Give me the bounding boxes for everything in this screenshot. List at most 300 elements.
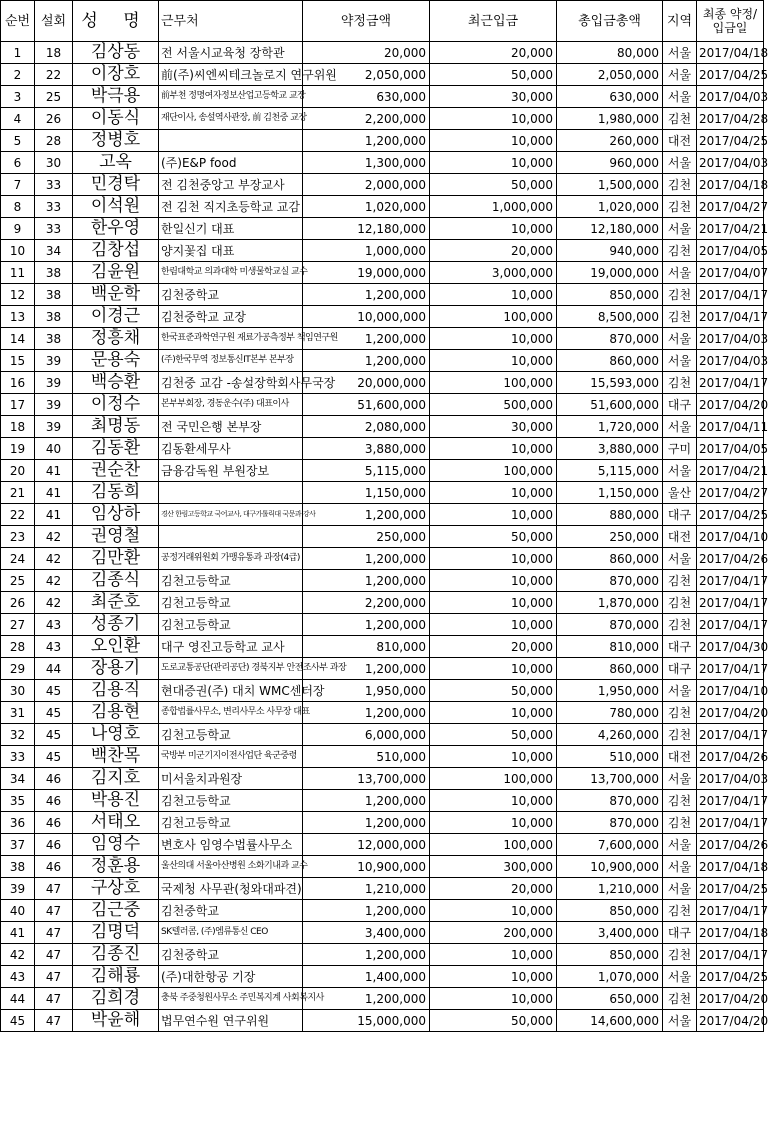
- cell-pledge: 2,200,000: [303, 108, 430, 130]
- cell-recent: 10,000: [430, 702, 557, 724]
- cell-pledge: 1,020,000: [303, 196, 430, 218]
- cell-pledge: 1,200,000: [303, 284, 430, 306]
- cell-region: 대전: [663, 130, 697, 152]
- cell-no: 23: [1, 526, 35, 548]
- cell-pledge: 1,200,000: [303, 812, 430, 834]
- cell-pledge: 1,200,000: [303, 504, 430, 526]
- cell-recent: 50,000: [430, 64, 557, 86]
- cell-total: 940,000: [557, 240, 663, 262]
- cell-no: 36: [1, 812, 35, 834]
- cell-pledge: 1,200,000: [303, 658, 430, 680]
- cell-no: 35: [1, 790, 35, 812]
- cell-no: 4: [1, 108, 35, 130]
- cell-region: 김천: [663, 592, 697, 614]
- cell-sul: 43: [35, 636, 73, 658]
- cell-recent: 10,000: [430, 152, 557, 174]
- table-row: [1, 944, 764, 966]
- cell-pledge: 1,200,000: [303, 944, 430, 966]
- cell-total: 870,000: [557, 812, 663, 834]
- cell-region: 서울: [663, 218, 697, 240]
- cell-pledge: 2,080,000: [303, 416, 430, 438]
- table-row: [1, 306, 764, 328]
- cell-total: 3,880,000: [557, 438, 663, 460]
- cell-pledge: 15,000,000: [303, 1010, 430, 1032]
- cell-date: 2017/04/20: [697, 394, 764, 416]
- cell-date: 2017/04/17: [697, 812, 764, 834]
- table-row: [1, 702, 764, 724]
- table-row: [1, 262, 764, 284]
- cell-region: 김천: [663, 790, 697, 812]
- table-row: [1, 724, 764, 746]
- cell-region: 김천: [663, 988, 697, 1010]
- cell-no: 37: [1, 834, 35, 856]
- cell-recent: 100,000: [430, 460, 557, 482]
- cell-date: 2017/04/18: [697, 922, 764, 944]
- cell-recent: 20,000: [430, 240, 557, 262]
- table-row: [1, 152, 764, 174]
- cell-no: 12: [1, 284, 35, 306]
- cell-sul: 39: [35, 416, 73, 438]
- cell-total: 510,000: [557, 746, 663, 768]
- header-pledge: 약정금액: [303, 1, 430, 42]
- cell-no: 19: [1, 438, 35, 460]
- cell-total: 1,210,000: [557, 878, 663, 900]
- cell-total: 870,000: [557, 614, 663, 636]
- table-row: [1, 174, 764, 196]
- cell-name: 김상동: [73, 42, 159, 64]
- cell-work: 김천고등학교: [159, 614, 303, 636]
- cell-sul: 33: [35, 174, 73, 196]
- cell-date: 2017/04/21: [697, 218, 764, 240]
- cell-name: 김지호: [73, 768, 159, 790]
- cell-name: 권순찬: [73, 460, 159, 482]
- cell-work: 김천고등학교: [159, 812, 303, 834]
- cell-sul: 28: [35, 130, 73, 152]
- cell-work: 김천고등학교: [159, 570, 303, 592]
- cell-pledge: 1,200,000: [303, 702, 430, 724]
- cell-pledge: 1,200,000: [303, 328, 430, 350]
- cell-name: 김용직: [73, 680, 159, 702]
- table-row: [1, 658, 764, 680]
- cell-name: 백찬목: [73, 746, 159, 768]
- table-row: [1, 548, 764, 570]
- table-row: [1, 240, 764, 262]
- cell-region: 서울: [663, 1010, 697, 1032]
- cell-pledge: 1,200,000: [303, 900, 430, 922]
- cell-recent: 10,000: [430, 658, 557, 680]
- cell-work: 금융감독원 부원장보: [159, 460, 303, 482]
- cell-sul: 25: [35, 86, 73, 108]
- cell-region: 서울: [663, 42, 697, 64]
- cell-date: 2017/04/03: [697, 328, 764, 350]
- table-row: [1, 790, 764, 812]
- cell-work: 前부천 정명여자정보산업고등학교 교장: [159, 86, 303, 108]
- cell-name: 김근중: [73, 900, 159, 922]
- cell-date: 2017/04/03: [697, 350, 764, 372]
- cell-pledge: 10,900,000: [303, 856, 430, 878]
- cell-pledge: 12,180,000: [303, 218, 430, 240]
- cell-total: 15,593,000: [557, 372, 663, 394]
- cell-recent: 300,000: [430, 856, 557, 878]
- cell-name: 오인환: [73, 636, 159, 658]
- cell-total: 1,020,000: [557, 196, 663, 218]
- cell-no: 14: [1, 328, 35, 350]
- header-no: 순번: [1, 1, 35, 42]
- cell-date: 2017/04/17: [697, 592, 764, 614]
- cell-total: 10,900,000: [557, 856, 663, 878]
- cell-recent: 10,000: [430, 966, 557, 988]
- cell-region: 김천: [663, 196, 697, 218]
- cell-sul: 18: [35, 42, 73, 64]
- cell-total: 860,000: [557, 548, 663, 570]
- cell-no: 17: [1, 394, 35, 416]
- cell-work: 종합법률사무소, 변리사무소 사무장 대표: [159, 702, 303, 724]
- cell-total: 3,400,000: [557, 922, 663, 944]
- cell-sul: 46: [35, 768, 73, 790]
- table-row: [1, 614, 764, 636]
- cell-sul: 43: [35, 614, 73, 636]
- cell-pledge: 3,400,000: [303, 922, 430, 944]
- table-row: [1, 64, 764, 86]
- cell-pledge: 19,000,000: [303, 262, 430, 284]
- cell-work: 김천고등학교: [159, 724, 303, 746]
- table-row: [1, 966, 764, 988]
- cell-pledge: 1,200,000: [303, 130, 430, 152]
- cell-recent: 10,000: [430, 900, 557, 922]
- cell-region: 김천: [663, 944, 697, 966]
- cell-no: 20: [1, 460, 35, 482]
- cell-sul: 46: [35, 834, 73, 856]
- cell-date: 2017/04/25: [697, 130, 764, 152]
- cell-pledge: 250,000: [303, 526, 430, 548]
- cell-total: 1,150,000: [557, 482, 663, 504]
- cell-work: 법무연수원 연구위원: [159, 1010, 303, 1032]
- header-region: 지역: [663, 1, 697, 42]
- cell-name: 김용현: [73, 702, 159, 724]
- cell-recent: 10,000: [430, 790, 557, 812]
- cell-work: [159, 130, 303, 152]
- cell-work: 김천중학교: [159, 944, 303, 966]
- cell-work: 경산 한림고등학교 국어교사, 대구가톨릭대 국문과 강사: [159, 504, 303, 526]
- cell-total: 870,000: [557, 790, 663, 812]
- cell-name: 정훈용: [73, 856, 159, 878]
- cell-sul: 39: [35, 350, 73, 372]
- table-row: [1, 746, 764, 768]
- cell-name: 나영호: [73, 724, 159, 746]
- cell-work: 전 김천중앙고 부장교사: [159, 174, 303, 196]
- cell-recent: 100,000: [430, 768, 557, 790]
- cell-recent: 10,000: [430, 108, 557, 130]
- cell-recent: 50,000: [430, 1010, 557, 1032]
- cell-work: 한국표준과학연구원 재료가공측정부 책임연구원: [159, 328, 303, 350]
- cell-no: 3: [1, 86, 35, 108]
- cell-work: 국제청 사무관(청와대파견): [159, 878, 303, 900]
- cell-sul: 26: [35, 108, 73, 130]
- cell-sul: 39: [35, 394, 73, 416]
- cell-region: 김천: [663, 284, 697, 306]
- cell-no: 9: [1, 218, 35, 240]
- table-row: [1, 416, 764, 438]
- cell-recent: 500,000: [430, 394, 557, 416]
- cell-sul: 44: [35, 658, 73, 680]
- cell-name: 구상호: [73, 878, 159, 900]
- cell-recent: 100,000: [430, 372, 557, 394]
- cell-pledge: 2,050,000: [303, 64, 430, 86]
- cell-sul: 41: [35, 460, 73, 482]
- cell-sul: 47: [35, 922, 73, 944]
- cell-name: 권영철: [73, 526, 159, 548]
- cell-recent: 10,000: [430, 548, 557, 570]
- cell-date: 2017/04/17: [697, 900, 764, 922]
- table-row: [1, 768, 764, 790]
- cell-no: 32: [1, 724, 35, 746]
- cell-recent: 200,000: [430, 922, 557, 944]
- cell-total: 850,000: [557, 284, 663, 306]
- cell-name: 정병호: [73, 130, 159, 152]
- cell-recent: 10,000: [430, 328, 557, 350]
- cell-no: 13: [1, 306, 35, 328]
- cell-total: 7,600,000: [557, 834, 663, 856]
- cell-sul: 38: [35, 284, 73, 306]
- cell-no: 21: [1, 482, 35, 504]
- cell-work: [159, 482, 303, 504]
- cell-date: 2017/04/26: [697, 548, 764, 570]
- cell-work: 전 국민은행 본부장: [159, 416, 303, 438]
- cell-region: 서울: [663, 460, 697, 482]
- cell-no: 1: [1, 42, 35, 64]
- cell-no: 34: [1, 768, 35, 790]
- cell-work: (주)대한항공 기장: [159, 966, 303, 988]
- cell-total: 870,000: [557, 328, 663, 350]
- cell-date: 2017/04/25: [697, 878, 764, 900]
- table-row: [1, 1010, 764, 1032]
- cell-total: 1,980,000: [557, 108, 663, 130]
- table-row: [1, 680, 764, 702]
- cell-sul: 46: [35, 856, 73, 878]
- cell-no: 15: [1, 350, 35, 372]
- cell-date: 2017/04/10: [697, 680, 764, 702]
- cell-work: 전 서울시교육청 장학관: [159, 42, 303, 64]
- cell-total: 850,000: [557, 900, 663, 922]
- cell-region: 서울: [663, 768, 697, 790]
- table-row: [1, 42, 764, 64]
- cell-work: 한림대학교 의과대학 미생물학교실 교수: [159, 262, 303, 284]
- cell-work: (주)한국무역 정보통신IT본부 본부장: [159, 350, 303, 372]
- cell-total: 630,000: [557, 86, 663, 108]
- header-recent: 최근입금: [430, 1, 557, 42]
- cell-name: 박극용: [73, 86, 159, 108]
- cell-name: 이석원: [73, 196, 159, 218]
- cell-region: 서울: [663, 878, 697, 900]
- cell-work: 변호사 임영수법률사무소: [159, 834, 303, 856]
- cell-work: 충북 주중청원사무소 주민복지계 사회복지사: [159, 988, 303, 1010]
- table-row: [1, 438, 764, 460]
- cell-recent: 100,000: [430, 306, 557, 328]
- cell-date: 2017/04/10: [697, 526, 764, 548]
- table-row: [1, 218, 764, 240]
- cell-no: 10: [1, 240, 35, 262]
- cell-name: 백승환: [73, 372, 159, 394]
- cell-date: 2017/04/03: [697, 768, 764, 790]
- cell-work: 대구 영진고등학교 교사: [159, 636, 303, 658]
- cell-region: 김천: [663, 570, 697, 592]
- cell-recent: 10,000: [430, 746, 557, 768]
- cell-sul: 47: [35, 1010, 73, 1032]
- cell-sul: 47: [35, 966, 73, 988]
- cell-total: 850,000: [557, 944, 663, 966]
- cell-recent: 10,000: [430, 944, 557, 966]
- cell-work: 前(주)씨엔씨테크놀로지 연구위원: [159, 64, 303, 86]
- cell-date: 2017/04/17: [697, 570, 764, 592]
- cell-date: 2017/04/17: [697, 944, 764, 966]
- cell-work: 울산의대 서울아산병원 소화기내과 교수: [159, 856, 303, 878]
- cell-recent: 10,000: [430, 592, 557, 614]
- cell-no: 31: [1, 702, 35, 724]
- table-row: [1, 108, 764, 130]
- cell-date: 2017/04/17: [697, 306, 764, 328]
- cell-no: 27: [1, 614, 35, 636]
- cell-date: 2017/04/11: [697, 416, 764, 438]
- cell-work: 국방부 미군기지이전사업단 육군중령: [159, 746, 303, 768]
- cell-region: 김천: [663, 174, 697, 196]
- table-row: [1, 86, 764, 108]
- cell-region: 서울: [663, 834, 697, 856]
- cell-total: 1,070,000: [557, 966, 663, 988]
- cell-recent: 10,000: [430, 504, 557, 526]
- cell-sul: 22: [35, 64, 73, 86]
- cell-date: 2017/04/17: [697, 284, 764, 306]
- cell-sul: 47: [35, 988, 73, 1010]
- cell-no: 38: [1, 856, 35, 878]
- cell-name: 민경탁: [73, 174, 159, 196]
- cell-region: 대구: [663, 636, 697, 658]
- cell-sul: 40: [35, 438, 73, 460]
- cell-region: 서울: [663, 262, 697, 284]
- cell-date: 2017/04/18: [697, 42, 764, 64]
- cell-recent: 50,000: [430, 680, 557, 702]
- cell-name: 문용숙: [73, 350, 159, 372]
- cell-work: 전 김천 직지초등학교 교감: [159, 196, 303, 218]
- cell-recent: 50,000: [430, 526, 557, 548]
- cell-name: 김동환: [73, 438, 159, 460]
- cell-total: 19,000,000: [557, 262, 663, 284]
- table-row: [1, 526, 764, 548]
- cell-total: 650,000: [557, 988, 663, 1010]
- cell-region: 김천: [663, 900, 697, 922]
- cell-total: 1,950,000: [557, 680, 663, 702]
- table-row: [1, 636, 764, 658]
- cell-date: 2017/04/17: [697, 790, 764, 812]
- cell-total: 80,000: [557, 42, 663, 64]
- cell-total: 810,000: [557, 636, 663, 658]
- cell-sul: 42: [35, 548, 73, 570]
- cell-no: 8: [1, 196, 35, 218]
- cell-name: 김만환: [73, 548, 159, 570]
- cell-region: 대구: [663, 658, 697, 680]
- cell-region: 김천: [663, 702, 697, 724]
- cell-no: 24: [1, 548, 35, 570]
- cell-date: 2017/04/17: [697, 372, 764, 394]
- cell-recent: 10,000: [430, 438, 557, 460]
- cell-recent: 20,000: [430, 42, 557, 64]
- header-last-date: 최종 약정/입금일: [697, 1, 764, 42]
- cell-region: 대구: [663, 394, 697, 416]
- cell-name: 김동희: [73, 482, 159, 504]
- cell-name: 최준호: [73, 592, 159, 614]
- cell-work: 김천중학교: [159, 284, 303, 306]
- cell-sul: 33: [35, 196, 73, 218]
- table-row: [1, 878, 764, 900]
- cell-total: 51,600,000: [557, 394, 663, 416]
- table-row: [1, 988, 764, 1010]
- table-row: [1, 592, 764, 614]
- cell-region: 서울: [663, 350, 697, 372]
- cell-work: 양지꽃집 대표: [159, 240, 303, 262]
- header-name: 성 명: [73, 1, 159, 42]
- cell-pledge: 1,200,000: [303, 570, 430, 592]
- table-row: [1, 856, 764, 878]
- cell-recent: 30,000: [430, 86, 557, 108]
- cell-name: 백운학: [73, 284, 159, 306]
- cell-work: 현대증권(주) 대치 WMC센터장: [159, 680, 303, 702]
- cell-sul: 45: [35, 746, 73, 768]
- table-row: [1, 328, 764, 350]
- cell-date: 2017/04/27: [697, 482, 764, 504]
- cell-region: 대전: [663, 746, 697, 768]
- cell-work: 김천고등학교: [159, 592, 303, 614]
- cell-date: 2017/04/25: [697, 504, 764, 526]
- cell-pledge: 20,000,000: [303, 372, 430, 394]
- cell-no: 6: [1, 152, 35, 174]
- table-row: [1, 900, 764, 922]
- cell-pledge: 1,200,000: [303, 350, 430, 372]
- cell-pledge: 2,200,000: [303, 592, 430, 614]
- cell-total: 1,870,000: [557, 592, 663, 614]
- cell-region: 김천: [663, 724, 697, 746]
- cell-date: 2017/04/05: [697, 438, 764, 460]
- cell-name: 서태오: [73, 812, 159, 834]
- cell-work: 재단이사, 송설역사관장, 前 김천중 교장: [159, 108, 303, 130]
- cell-date: 2017/04/21: [697, 460, 764, 482]
- cell-work: 미서울치과원장: [159, 768, 303, 790]
- cell-pledge: 1,210,000: [303, 878, 430, 900]
- cell-name: 박윤해: [73, 1010, 159, 1032]
- cell-sul: 47: [35, 944, 73, 966]
- cell-region: 서울: [663, 856, 697, 878]
- cell-no: 11: [1, 262, 35, 284]
- cell-no: 7: [1, 174, 35, 196]
- table-row: [1, 284, 764, 306]
- cell-name: 박용진: [73, 790, 159, 812]
- cell-pledge: 20,000: [303, 42, 430, 64]
- cell-date: 2017/04/18: [697, 174, 764, 196]
- cell-no: 2: [1, 64, 35, 86]
- header-sul: 설회: [35, 1, 73, 42]
- cell-pledge: 1,150,000: [303, 482, 430, 504]
- cell-total: 250,000: [557, 526, 663, 548]
- table-row: [1, 570, 764, 592]
- cell-no: 5: [1, 130, 35, 152]
- cell-pledge: 12,000,000: [303, 834, 430, 856]
- cell-total: 8,500,000: [557, 306, 663, 328]
- cell-sul: 42: [35, 570, 73, 592]
- cell-region: 서울: [663, 548, 697, 570]
- cell-date: 2017/04/03: [697, 152, 764, 174]
- cell-pledge: 1,200,000: [303, 988, 430, 1010]
- cell-sul: 42: [35, 592, 73, 614]
- cell-pledge: 1,200,000: [303, 790, 430, 812]
- cell-no: 43: [1, 966, 35, 988]
